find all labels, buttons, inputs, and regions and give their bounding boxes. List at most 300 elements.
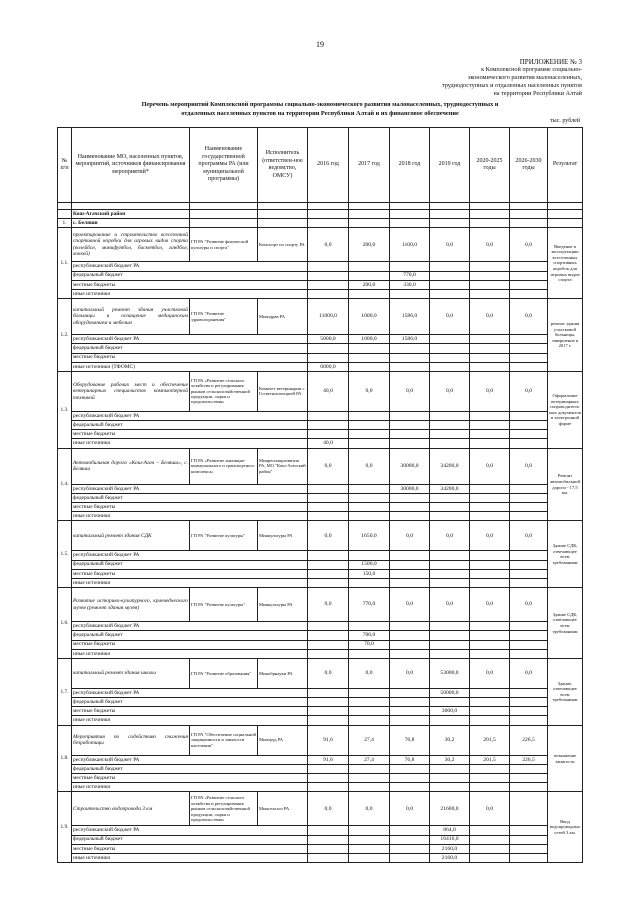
funding-value (349, 764, 390, 773)
funding-value (308, 578, 349, 587)
funding-value (349, 493, 390, 502)
measure-executor: Минздрав РА (258, 299, 308, 335)
funding-source-label: федеральный бюджет (72, 493, 308, 502)
header-2019: 2019 год (430, 128, 470, 203)
measure-total-value: 34200,0 (430, 448, 470, 484)
funding-value (510, 493, 548, 502)
funding-value (390, 578, 430, 587)
funding-row-ii (58, 716, 583, 725)
funding-value (349, 716, 390, 725)
funding-value (430, 512, 470, 521)
funding-value (390, 353, 430, 362)
funding-value: 201,5 (470, 755, 510, 764)
measure-result: Введение в эксплуатацию всесезонных спортивных коробок для игровых видов спорта (548, 228, 583, 299)
measure-name: проектирование и строительство всесезонной спортивной коробки для игровых видов спорта (волейбол, минифутбол, баскетбол, гандбол, хоккей) (72, 228, 190, 262)
measure-row (58, 658, 583, 688)
funding-source-label: федеральный бюджет (72, 835, 308, 844)
funding-value (510, 716, 548, 725)
funding-source-label: иные источники (72, 512, 308, 521)
funding-value (510, 430, 548, 439)
funding-value (430, 262, 470, 271)
funding-value (390, 774, 430, 783)
measure-total-value: 0,0 (470, 792, 510, 826)
funding-value (430, 716, 470, 725)
measure-program: ГП РА "Развитие культуры" (190, 521, 258, 551)
funding-row-mb (58, 430, 583, 439)
table-header-row (58, 128, 583, 203)
funding-value: 1500,0 (349, 560, 390, 569)
funding-value (510, 560, 548, 569)
measure-row (58, 725, 583, 755)
measure-name: капитальный ремонт здания школы (72, 658, 190, 688)
funding-value (430, 764, 470, 773)
funding-row-rb (58, 262, 583, 271)
measure-result: Ремонт автомобильной дороги - 17,5 км. (548, 448, 583, 521)
funding-value (390, 503, 430, 512)
funding-row-ii (58, 362, 583, 371)
funding-row-fb (58, 835, 583, 844)
funding-value (430, 335, 470, 344)
funding-value (349, 783, 390, 792)
funding-value (430, 421, 470, 430)
funding-value (470, 707, 510, 716)
measure-result: Здание СДК, отвечающее всем требованиям (548, 588, 583, 659)
funding-value (430, 640, 470, 649)
funding-source-label: местные бюджеты (72, 707, 308, 716)
funding-value (308, 503, 349, 512)
funding-value (308, 716, 349, 725)
funding-source-label: местные бюджеты (72, 640, 308, 649)
measure-total-value: 30,2 (430, 725, 470, 755)
funding-value (308, 344, 349, 353)
funding-row-mb (58, 280, 583, 289)
measure-total-value: 40,0 (308, 371, 349, 411)
document-title (60, 100, 580, 118)
funding-value: 226,5 (510, 755, 548, 764)
measure-total-value: 11000,0 (308, 299, 349, 335)
measure-program: ГП РА "Развитие здравоохранения" (190, 299, 258, 335)
measure-total-value: 0,0 (430, 299, 470, 335)
measure-total-value: 30000,0 (390, 448, 430, 484)
funding-value (510, 783, 548, 792)
funding-value: 30,2 (430, 755, 470, 764)
measure-result: Оформление ветеринарных сопроводитель-ных документов в электронной форме (548, 371, 583, 448)
funding-value: 2160,0 (430, 853, 470, 862)
funding-value (430, 280, 470, 289)
funding-value (470, 430, 510, 439)
funding-value (349, 262, 390, 271)
funding-value (470, 289, 510, 298)
funding-value (470, 640, 510, 649)
measure-row (58, 371, 583, 411)
measure-result: ремонт здания участковой больницы, завершение в 2017 г. (548, 299, 583, 372)
measure-executor: Минрегионразвития РА, МО "Кош-Агачский район" (258, 448, 308, 484)
funding-source-label: федеральный бюджет (72, 560, 308, 569)
funding-row-mb (58, 774, 583, 783)
funding-value (430, 439, 470, 448)
funding-value (308, 430, 349, 439)
funding-value (510, 578, 548, 587)
funding-value (390, 560, 430, 569)
funding-value (308, 640, 349, 649)
measure-name: Автомобильная дорога «Кош-Агач – Беляши», с. Беляши (72, 448, 190, 484)
funding-value: 40,0 (308, 439, 349, 448)
funding-row-mb (58, 707, 583, 716)
funding-row-fb (58, 271, 583, 280)
funding-source-label: республиканский бюджет РА (72, 826, 308, 835)
funding-row-ii (58, 439, 583, 448)
measure-total-value: 0,0 (308, 448, 349, 484)
funding-source-label: республиканский бюджет РА (72, 755, 308, 764)
funding-source-label: федеральный бюджет (72, 344, 308, 353)
funding-value (470, 764, 510, 773)
funding-row-rb (58, 551, 583, 560)
funding-source-label: республиканский бюджет РА (72, 622, 308, 631)
funding-value (390, 430, 430, 439)
funding-value: 76,8 (390, 755, 430, 764)
funding-value (308, 280, 349, 289)
funding-value (430, 631, 470, 640)
measure-row (58, 448, 583, 484)
funding-value (470, 688, 510, 697)
funding-value (470, 512, 510, 521)
measure-total-value: 226,5 (510, 725, 548, 755)
measure-executor: Минкультуры РА (258, 521, 308, 551)
funding-value (430, 783, 470, 792)
funding-value (430, 560, 470, 569)
funding-value (470, 439, 510, 448)
funding-value (308, 484, 349, 493)
funding-value (349, 622, 390, 631)
funding-value (390, 362, 430, 371)
funding-value (470, 631, 510, 640)
funding-value (308, 569, 349, 578)
funding-value (308, 353, 349, 362)
funding-value (510, 512, 548, 521)
settlement-num: 1. (58, 219, 72, 228)
funding-value (430, 271, 470, 280)
funding-row-mb (58, 353, 583, 362)
funding-value (470, 649, 510, 658)
funding-value (510, 353, 548, 362)
funding-value (390, 707, 430, 716)
measure-total-value: 0,0 (390, 792, 430, 826)
measure-program: ГП РА "Развитие культуры" (190, 588, 258, 622)
funding-value (510, 764, 548, 773)
funding-source-label: федеральный бюджет (72, 631, 308, 640)
measure-total-value: 0,0 (308, 521, 349, 551)
measure-total-value: 0,0 (308, 588, 349, 622)
page-number: 19 (316, 40, 324, 49)
funding-source-label: иные источники (72, 649, 308, 658)
funding-value (349, 844, 390, 853)
funding-value (308, 764, 349, 773)
funding-value (308, 853, 349, 862)
measure-num: 1.8. (58, 725, 72, 792)
funding-value (390, 844, 430, 853)
funding-value (349, 698, 390, 707)
funding-value (349, 430, 390, 439)
measure-program: ГП РА «Развитие сельского хозяйства и регулирования рынков сельскохозяйственной продукции, сырья и продовольствия» (190, 792, 258, 826)
funding-value (308, 622, 349, 631)
funding-row-fb (58, 560, 583, 569)
measure-row (58, 588, 583, 622)
funding-value (308, 631, 349, 640)
measure-total-value: 0,0 (470, 228, 510, 262)
funding-value: 770,0 (390, 271, 430, 280)
funding-value (390, 622, 430, 631)
funding-value (470, 774, 510, 783)
funding-value: 34200,0 (430, 484, 470, 493)
measure-num: 1.9. (58, 792, 72, 863)
funding-value (470, 344, 510, 353)
measure-result: повышение занятости (548, 725, 583, 792)
funding-value: 150,0 (349, 569, 390, 578)
funding-value (349, 439, 390, 448)
funding-source-label: федеральный бюджет (72, 421, 308, 430)
measure-result: Здание, отвечающее всем требованиям (548, 658, 583, 725)
measure-total-value: 0,0 (510, 448, 548, 484)
funding-source-label: иные источники (72, 439, 308, 448)
measure-name: Развитие историко-культурного, краеведческого музея (ремонт здания музея) (72, 588, 190, 622)
funding-value (349, 688, 390, 697)
funding-value: 330,0 (390, 280, 430, 289)
funding-value: 2160,0 (430, 844, 470, 853)
funding-source-label: республиканский бюджет РА (72, 484, 308, 493)
funding-value (390, 551, 430, 560)
funding-value: 1000,0 (349, 335, 390, 344)
funding-value: 1586,0 (390, 335, 430, 344)
funding-value: 200,0 (349, 280, 390, 289)
funding-value (510, 411, 548, 420)
funding-value (430, 493, 470, 502)
header-2016: 2016 год (308, 128, 349, 203)
funding-row-rb (58, 411, 583, 420)
funding-value (349, 362, 390, 371)
funding-value (390, 698, 430, 707)
header-2018: 2018 год (390, 128, 430, 203)
measure-total-value: 0,0 (510, 228, 548, 262)
funding-value (510, 484, 548, 493)
header-result: Результат (548, 128, 583, 203)
funding-value (390, 512, 430, 521)
funding-value (349, 503, 390, 512)
measure-row (58, 228, 583, 262)
funding-row-rb (58, 688, 583, 697)
header-2017: 2017 год (349, 128, 390, 203)
funding-value (430, 344, 470, 353)
funding-value (349, 271, 390, 280)
appendix-block (322, 58, 582, 98)
funding-value: 91,6 (308, 755, 349, 764)
funding-value (390, 835, 430, 844)
funding-value (349, 707, 390, 716)
funding-source-label: местные бюджеты (72, 844, 308, 853)
funding-value: 864,0 (430, 826, 470, 835)
header-name: Наименование МО, населенных пунктов, мероприятий, источников финансирования мероприятий* (72, 128, 190, 203)
funding-value (510, 853, 548, 862)
funding-value (308, 551, 349, 560)
funding-value (470, 551, 510, 560)
funding-value (430, 698, 470, 707)
funding-value (510, 551, 548, 560)
funding-source-label: федеральный бюджет (72, 764, 308, 773)
measure-total-value: 0,0 (510, 299, 548, 335)
funding-value (390, 289, 430, 298)
funding-value (308, 774, 349, 783)
measure-total-value: 1650,0 (349, 521, 390, 551)
funding-value (430, 649, 470, 658)
funding-value (308, 493, 349, 502)
funding-source-label: местные бюджеты (72, 430, 308, 439)
funding-row-ii (58, 649, 583, 658)
funding-value (510, 698, 548, 707)
measure-num: 1.2. (58, 299, 72, 372)
funding-value (390, 783, 430, 792)
measure-executor: Комспорт по спорту РА (258, 228, 308, 262)
funding-value (430, 411, 470, 420)
funding-source-label: федеральный бюджет (72, 271, 308, 280)
funding-value: 6000,0 (308, 362, 349, 371)
funding-value (308, 826, 349, 835)
settlement-row (58, 219, 583, 228)
header-program: Наименование государственной программы РА (или муниципальной программы) (190, 128, 258, 203)
funding-value (510, 622, 548, 631)
funding-value (510, 569, 548, 578)
funding-source-label: иные источники (72, 716, 308, 725)
funding-row-ii (58, 853, 583, 862)
measure-total-value: 1100,0 (390, 228, 430, 262)
funding-value (510, 344, 548, 353)
measure-executor: Минтруд РА (258, 725, 308, 755)
funding-row-mb (58, 640, 583, 649)
funding-value: 27,4 (349, 755, 390, 764)
funding-value (308, 783, 349, 792)
funding-value (510, 362, 548, 371)
funding-value (390, 421, 430, 430)
measure-result: Здание СДК, отвечающее всем требованиям (548, 521, 583, 588)
measure-total-value: 0,0 (349, 371, 390, 411)
funding-row-ii (58, 512, 583, 521)
measure-total-value: 0,0 (390, 371, 430, 411)
funding-value (470, 578, 510, 587)
funding-value (470, 262, 510, 271)
funding-source-label: федеральный бюджет (72, 698, 308, 707)
funding-value (430, 503, 470, 512)
measure-total-value: 0,0 (430, 521, 470, 551)
measure-total-value: 0,0 (470, 371, 510, 411)
measure-total-value: 0,0 (349, 658, 390, 688)
funding-value (390, 262, 430, 271)
measure-total-value: 201,5 (470, 725, 510, 755)
header-2020-2025: 2020-2025 годы (470, 128, 510, 203)
funding-source-label: иные источники (72, 289, 308, 298)
funding-value (390, 569, 430, 578)
funding-value (430, 551, 470, 560)
funding-value (390, 649, 430, 658)
funding-row-fb (58, 698, 583, 707)
funding-value: 3000,0 (430, 707, 470, 716)
measure-num: 1.1. (58, 228, 72, 299)
appendix-line: на территории Республики Алтай (493, 90, 582, 97)
document-title-line1: Перечень мероприятий Комплексной программы социально-экономического развития малонаселенных, труднодоступных и (141, 101, 499, 108)
funding-value (430, 430, 470, 439)
measure-name: капитальный ремонт здания участковой больницы и оснащение медицинским оборудованием и мебелью (72, 299, 190, 335)
measure-total-value: 0,0 (510, 521, 548, 551)
funding-value (390, 344, 430, 353)
funding-row-rb (58, 622, 583, 631)
measure-executor: Минкультуры РА (258, 588, 308, 622)
funding-value (510, 421, 548, 430)
funding-source-label: республиканский бюджет РА (72, 551, 308, 560)
funding-value (470, 280, 510, 289)
funding-value (308, 512, 349, 521)
funding-value (510, 835, 548, 844)
funding-value (308, 560, 349, 569)
measure-executor: Комитет ветеринарии с Госветинспекцией РА (258, 371, 308, 411)
measure-total-value: 0,0 (308, 658, 349, 688)
settlement-name: с. Беляши (72, 219, 190, 228)
measure-program: ГП РА "Развитие физической культуры и спорта" (190, 228, 258, 262)
measure-result: Ввод водопроводных сетей 3 км. (548, 792, 583, 863)
funding-value (510, 640, 548, 649)
funding-value (349, 353, 390, 362)
funding-value: 30000,0 (390, 484, 430, 493)
funding-value (349, 649, 390, 658)
funding-value (390, 764, 430, 773)
funding-value (390, 826, 430, 835)
funding-value (390, 716, 430, 725)
measure-total-value: 0,0 (510, 588, 548, 622)
funding-value (390, 631, 430, 640)
funding-source-label: местные бюджеты (72, 774, 308, 783)
measure-total-value: 0,0 (349, 792, 390, 826)
measure-total-value: 0,0 (510, 371, 548, 411)
funding-value: 50000,0 (430, 688, 470, 697)
header-executor: Исполнитель (ответствен-ное ведомство, ОМСУ) (258, 128, 308, 203)
measure-total-value: 0,0 (430, 228, 470, 262)
funding-row-fb (58, 344, 583, 353)
funding-value (349, 551, 390, 560)
funding-value (470, 698, 510, 707)
district-name: Кош-Агачский район (72, 210, 190, 219)
funding-value (430, 289, 470, 298)
funding-row-fb (58, 631, 583, 640)
funding-value (510, 631, 548, 640)
funding-value (470, 622, 510, 631)
funding-row-mb (58, 569, 583, 578)
measure-total-value: 0,0 (390, 588, 430, 622)
district-row (58, 210, 583, 219)
measure-num: 1.3. (58, 371, 72, 448)
funding-value (430, 578, 470, 587)
measure-executor: Минсельхоз РА (258, 792, 308, 826)
funding-value: 700,0 (349, 631, 390, 640)
funding-row-mb (58, 503, 583, 512)
funding-value (470, 716, 510, 725)
funding-value (430, 353, 470, 362)
appendix-line: к Комплексной программе социально- (481, 66, 582, 73)
funding-value (430, 362, 470, 371)
funding-value (308, 262, 349, 271)
measure-row (58, 299, 583, 335)
funding-value (470, 362, 510, 371)
funding-value (349, 774, 390, 783)
funding-value (510, 335, 548, 344)
funding-value (349, 421, 390, 430)
funding-value (390, 493, 430, 502)
header-num: № п/п (58, 128, 72, 203)
